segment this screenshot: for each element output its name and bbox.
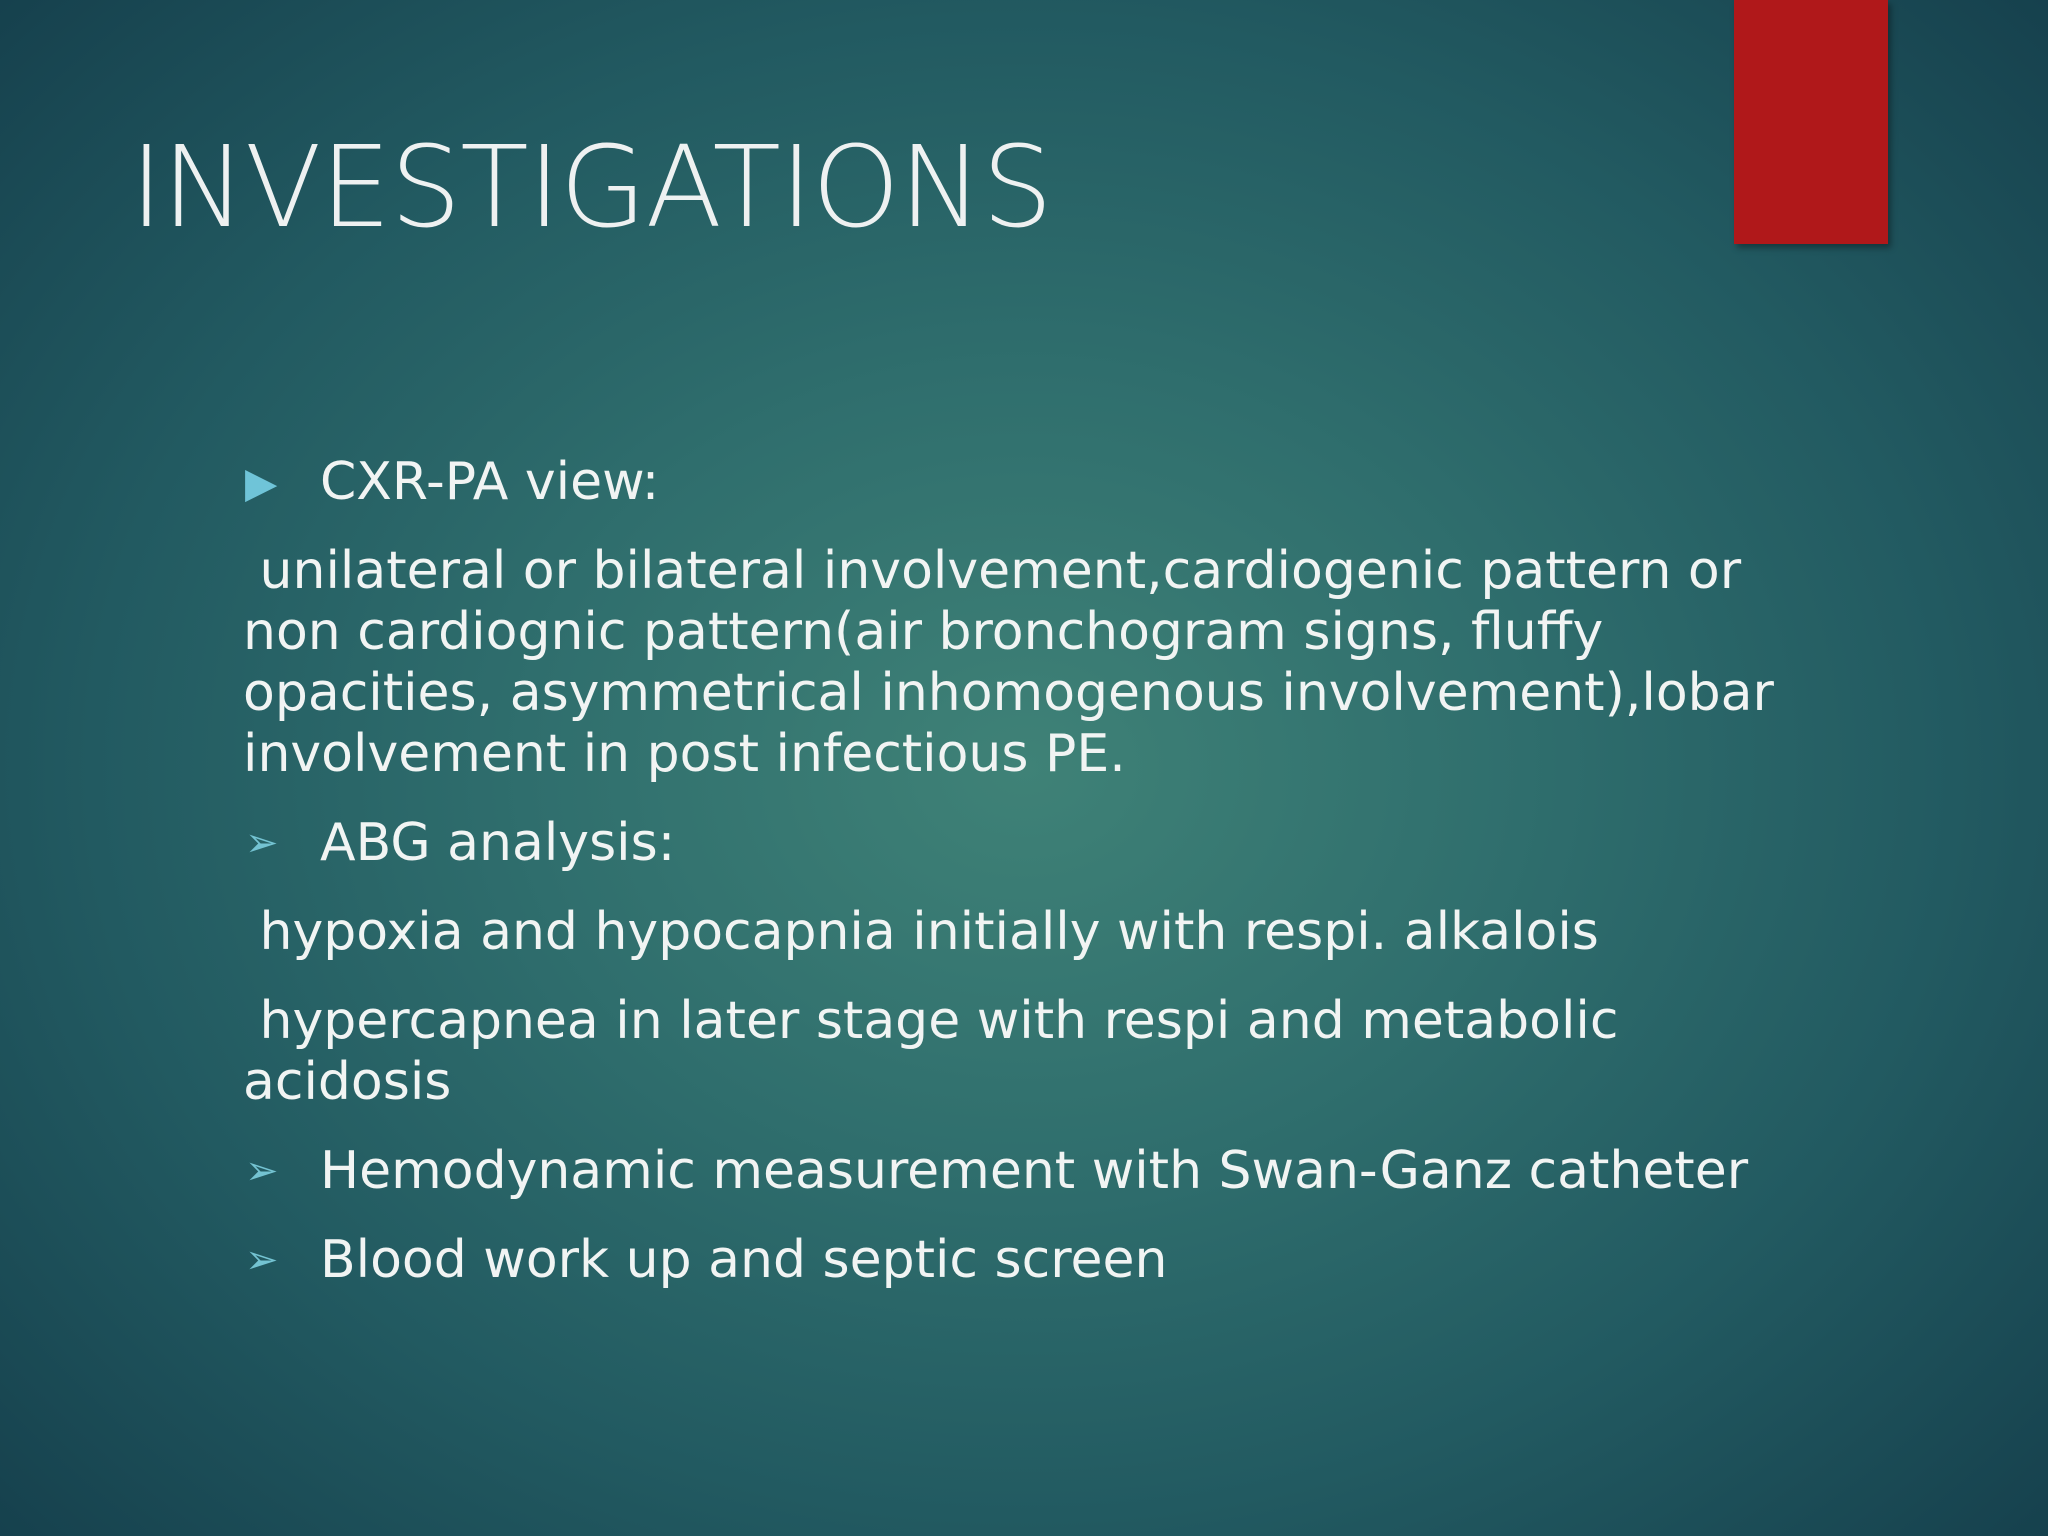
arrowhead-icon: ➢ bbox=[245, 1148, 279, 1194]
bullet-item-cxr bbox=[243, 452, 1803, 513]
cxr-description: unilateral or bilateral involvement,cardiogenic pattern or non cardiognic pattern(air bronchogram signs, fluffy opacities, asymmetrical inhomogenous involvement),lobar involvement in post infectious PE. bbox=[243, 541, 1791, 784]
abg-description-later: hypercapnea in later stage with respi and metabolic acidosis bbox=[243, 991, 1635, 1112]
slide-content bbox=[243, 452, 1803, 1319]
bullet-item-hemodynamic bbox=[243, 1141, 1803, 1202]
abg-description-initial: hypoxia and hypocapnia initially with respi. alkalois bbox=[243, 902, 1599, 962]
accent-bar bbox=[1734, 0, 1888, 244]
bullet-text: ABG analysis: bbox=[320, 813, 676, 873]
arrowhead-icon: ➢ bbox=[245, 1237, 279, 1283]
bullet-item-blood bbox=[243, 1230, 1803, 1291]
bullet-text: Hemodynamic measurement with Swan-Ganz catheter bbox=[320, 1141, 1749, 1201]
bullet-text: Blood work up and septic screen bbox=[320, 1230, 1168, 1290]
arrowhead-icon: ➢ bbox=[245, 820, 279, 866]
slide-title: INVESTIGATIONS bbox=[130, 123, 1052, 253]
bullet-text: CXR-PA view: bbox=[320, 452, 660, 512]
bullet-item-abg bbox=[243, 813, 1803, 874]
arrow-right-filled-icon: ▶ bbox=[245, 458, 278, 507]
